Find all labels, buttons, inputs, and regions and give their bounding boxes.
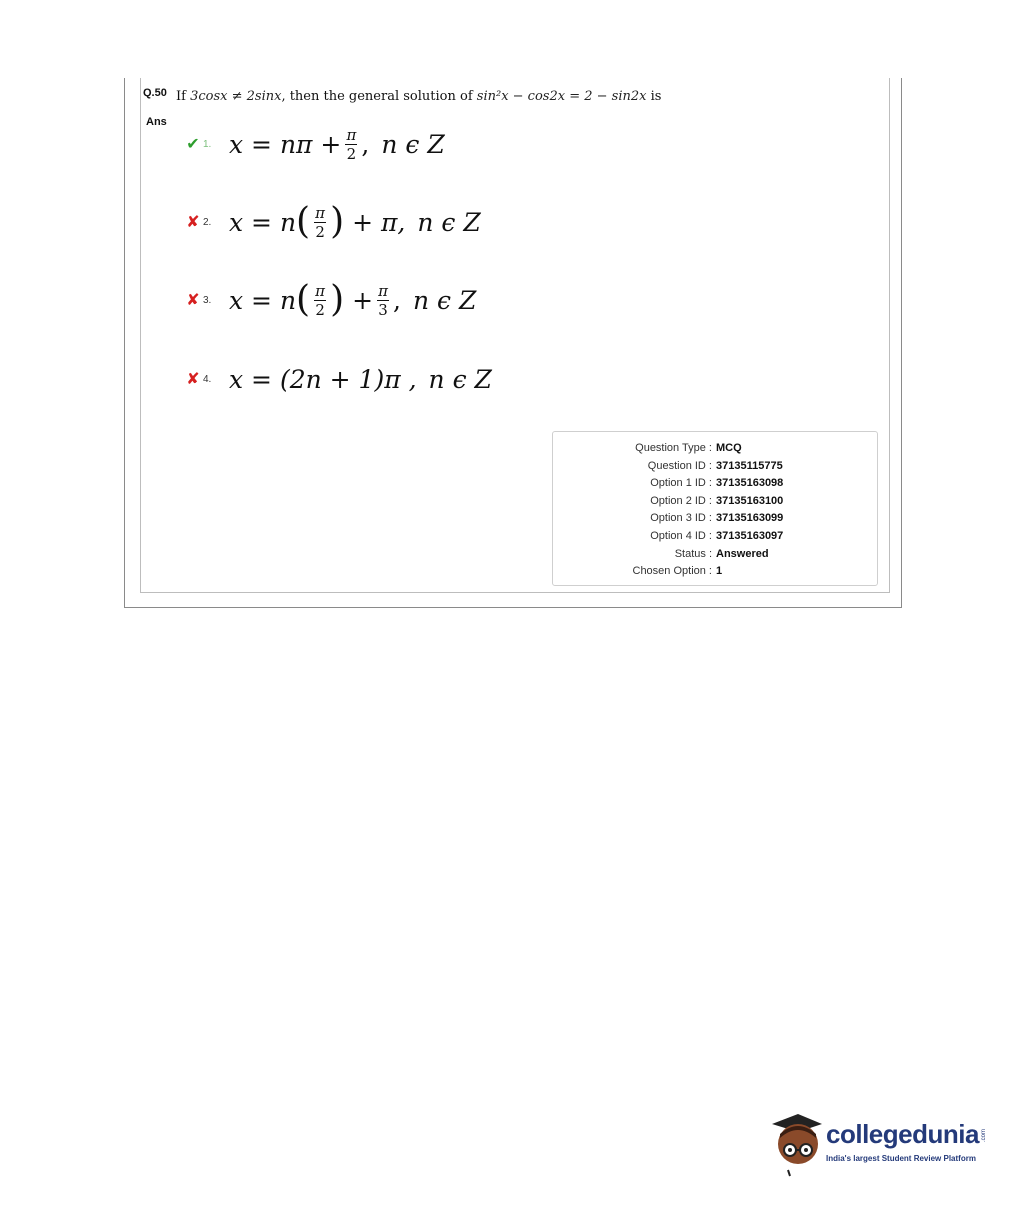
n-in-z: n ϵ Z [428,364,492,394]
denominator: 2 [346,144,357,163]
option-number: 2. [203,216,212,228]
info-row-option-4-id: Option 4 ID : 37135163097 [650,530,784,542]
option-2[interactable] [183,199,481,245]
right-paren: ) [330,279,345,320]
check-icon: ✔ [186,136,200,153]
brand-name: collegedunia [826,1119,979,1149]
denominator: 2 [315,222,325,241]
info-row-status: Status : Answered [674,548,769,560]
math-lhs: x = nπ + [229,129,342,159]
numerator: π [315,203,326,222]
option-number: 1. [203,138,212,150]
numerator: π [346,125,357,144]
numerator: π [315,281,326,300]
cross-icon: ✘ [186,371,200,388]
info-row-chosen-option: Chosen Option : 1 [632,565,723,577]
option-2-math [229,201,481,242]
denominator: 3 [378,300,388,319]
cross-icon: ✘ [186,292,200,309]
fraction-pi-over-2 [314,283,326,318]
ans-label: Ans [146,116,167,128]
plus: + [352,285,374,315]
option-1-math [229,127,445,162]
option-number: 3. [203,294,212,306]
option-4-math [229,365,492,394]
question-text [176,89,661,104]
option-4[interactable] [183,356,492,402]
question-text-middle: , then the general solution of [281,89,477,104]
numerator: π [378,281,388,300]
info-row-option-1-id: Option 1 ID : 37135163098 [650,477,784,489]
brand-suffix: .com [981,1129,987,1143]
info-row-option-3-id: Option 3 ID : 37135163099 [650,512,784,524]
math-rhs: + π, [352,207,406,237]
fraction-pi-over-3 [377,283,389,318]
option-3-math [229,279,477,320]
info-row-question-type: Question Type : MCQ [635,442,742,454]
left-paren: ( [296,201,311,242]
brand-tagline: India's largest Student Review Platform [826,1154,976,1163]
question-number: Q.50 [143,87,167,99]
question-condition: 3cosx ≠ 2sinx [190,89,282,104]
cross-icon: ✘ [186,214,200,231]
question-text-prefix: If [176,89,191,104]
fraction-pi-over-2 [314,205,326,240]
comma: , [361,129,370,159]
question-equation: sin²x − cos2x = 2 − sin2x [476,89,647,104]
option-number: 4. [203,373,212,385]
math-expression: x = (2n + 1)π , [229,364,417,394]
n-in-z: n ϵ Z [381,129,445,159]
fraction-pi-over-2 [345,127,357,162]
option-3[interactable] [183,277,476,323]
comma: , [393,285,401,315]
denominator: 2 [315,300,325,319]
question-text-suffix: is [646,89,662,104]
option-1[interactable] [183,121,445,167]
question-info-panel [552,431,878,586]
math-lhs: x = n [229,285,297,315]
math-lhs: x = n [229,207,297,237]
left-paren: ( [296,279,311,320]
right-paren: ) [330,201,345,242]
n-in-z: n ϵ Z [417,207,481,237]
info-row-question-id: Question ID : 37135115775 [647,460,783,472]
n-in-z: n ϵ Z [413,285,477,315]
info-row-option-2-id: Option 2 ID : 37135163100 [650,495,784,507]
